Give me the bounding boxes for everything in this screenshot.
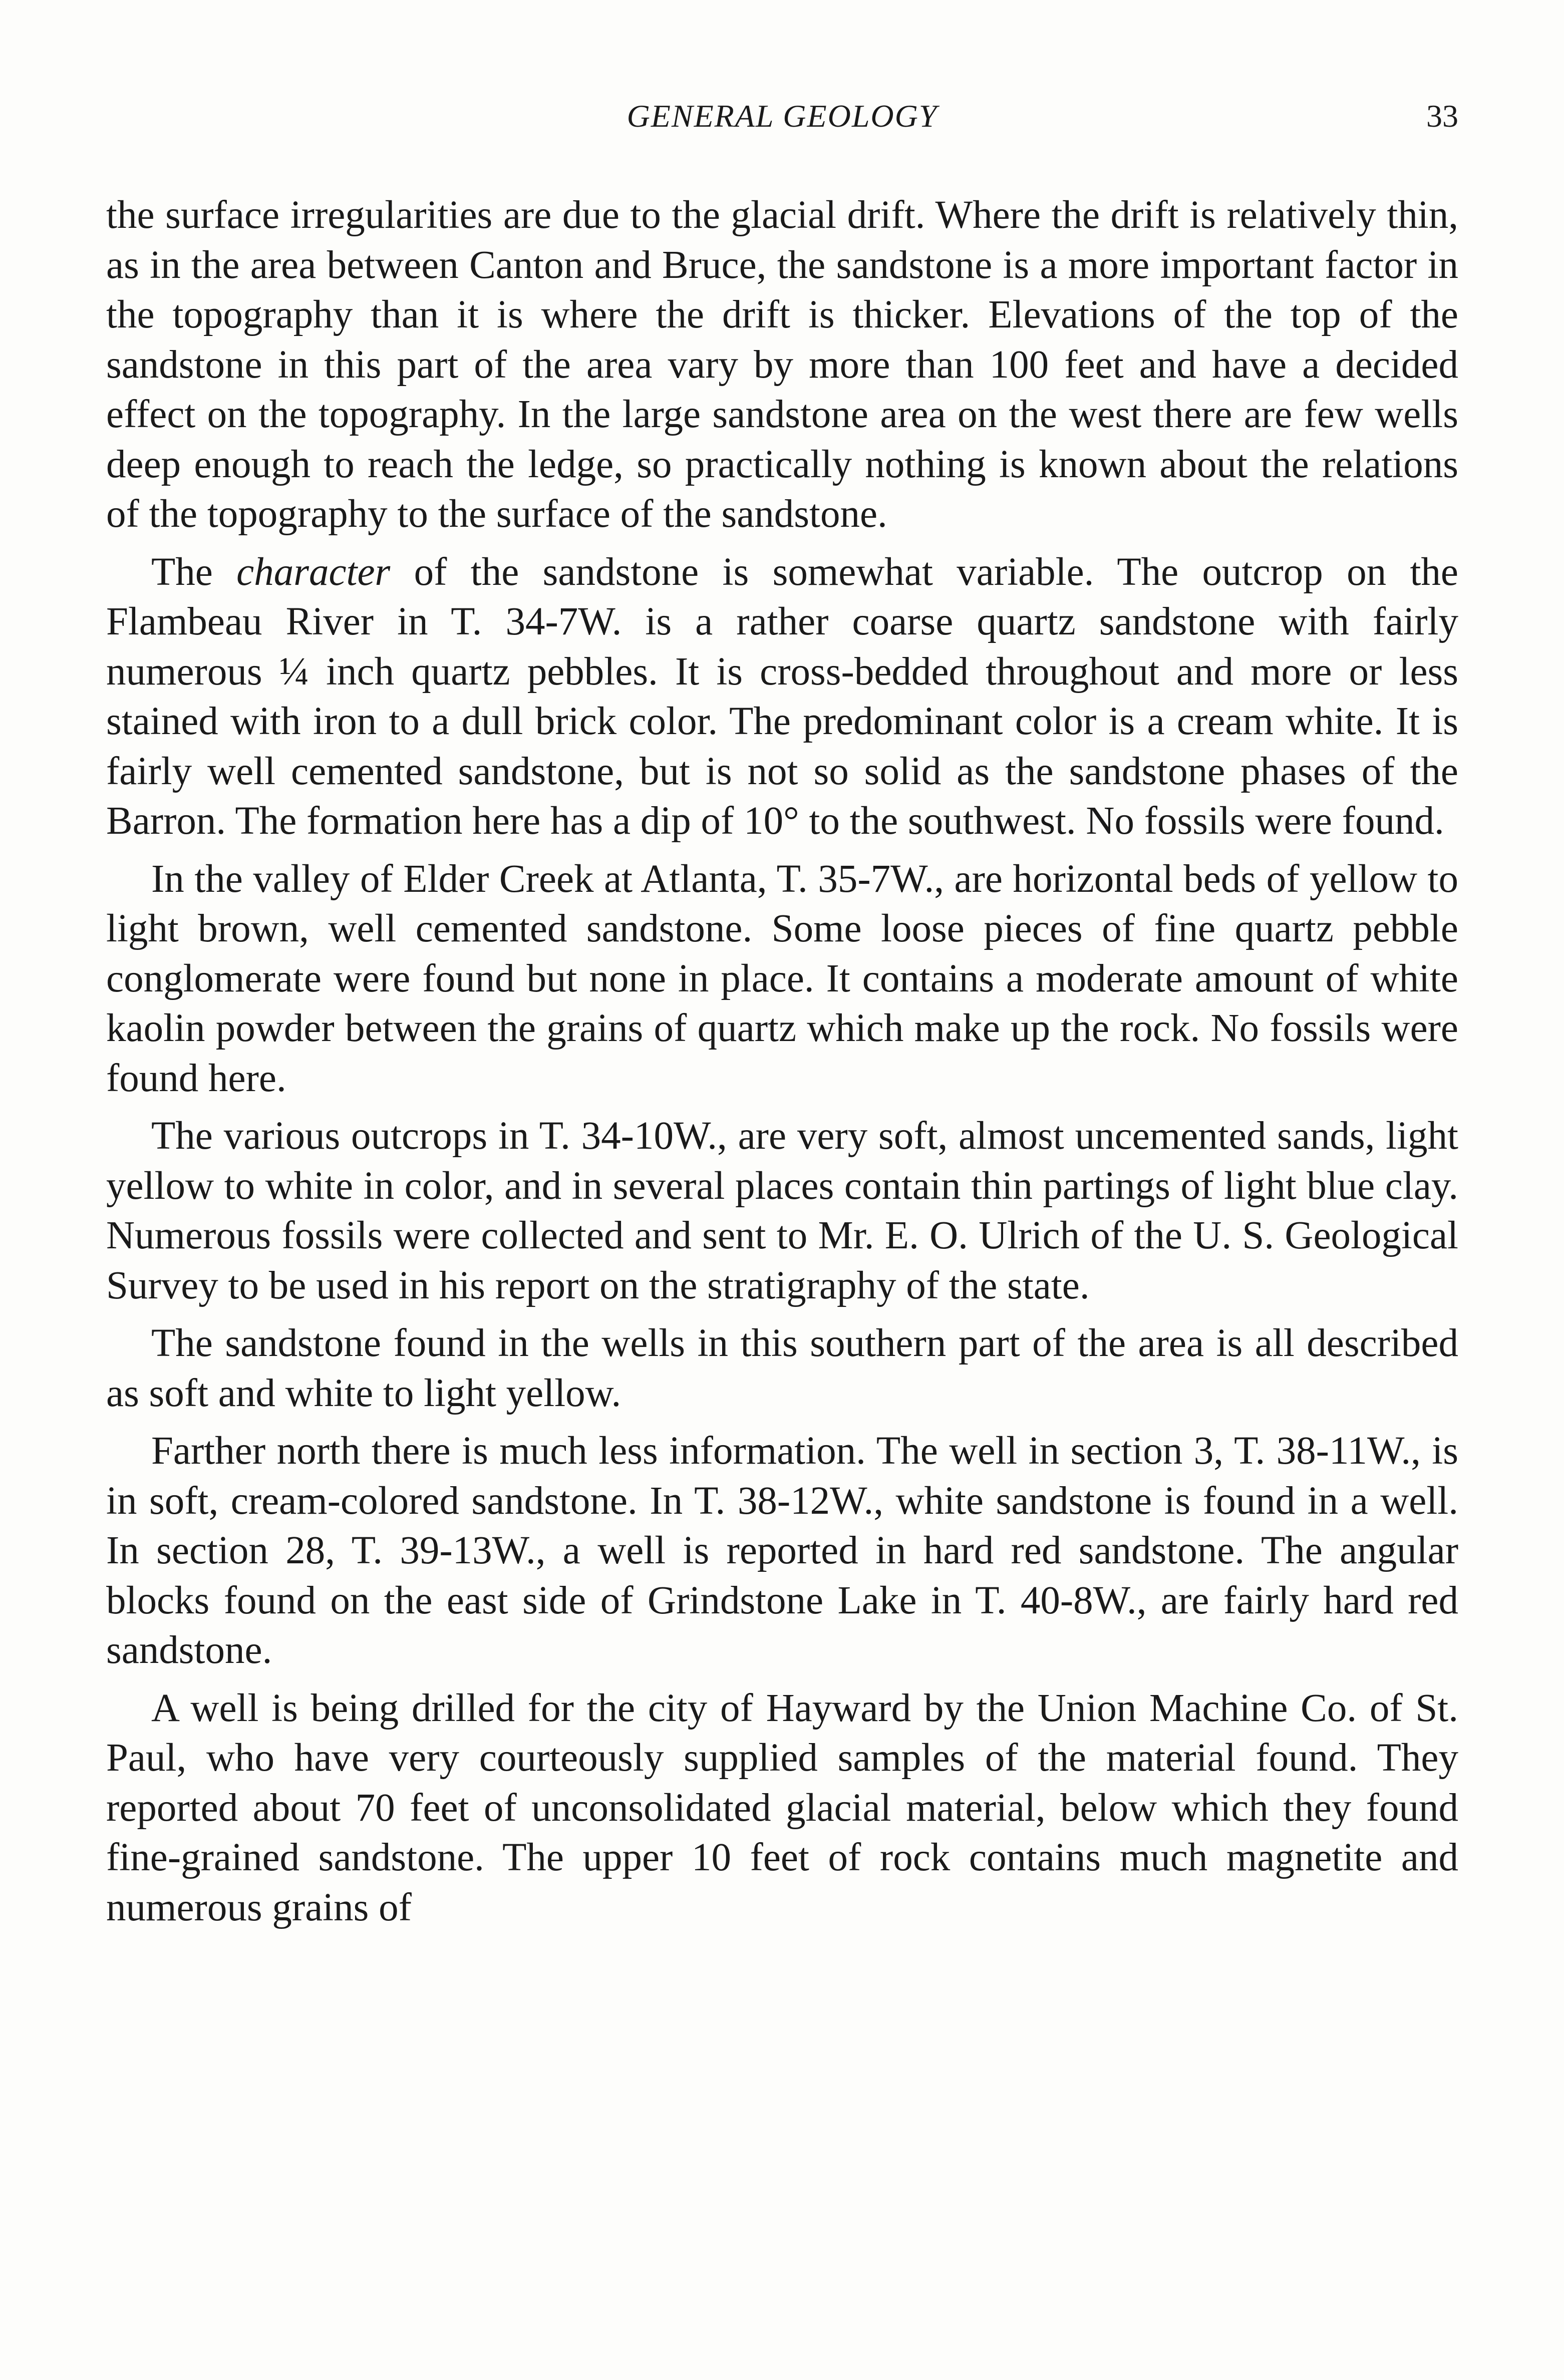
paragraph-2-italic-term: character bbox=[236, 550, 391, 594]
paragraph-2 bbox=[106, 547, 1458, 846]
paragraph-5: The sandstone found in the wells in this southern part of the area is all described as soft and white to light yellow. bbox=[106, 1321, 1458, 1415]
paragraph-7: A well is being drilled for the city of Hayward by the Union Machine Co. of St. Paul, who have very courteously supplied samples of the material found. They reported about 70 feet of unconsolidated glacial material, below which they found fine-grained sandstone. The upper 10 feet of rock contains much magnetite and numerous grains of bbox=[106, 1686, 1458, 1929]
paragraph-2-rest: of the sandstone is somewhat variable. The outcrop on the Flambeau River in T. 34-7W. is a rather coarse quartz sandstone with fairly numerous ¼ inch quartz pebbles. It is cross-bedded throughout and more or less stained with iron to a dull brick color. The predominant color is a cream white. It is fairly well cemented sandstone, but is not so solid as the sandstone phases of the Barron. The formation here has a dip of 10° to the southwest. No fossils were found. bbox=[106, 550, 1458, 843]
body-text bbox=[106, 190, 1458, 1940]
page-number: 33 bbox=[1426, 98, 1458, 134]
paragraph-2-lead: The bbox=[151, 550, 237, 594]
paragraph-1: the surface irregularities are due to the glacial drift. Where the drift is relatively thin, as in the area between Canton and Bruce, the sandstone is a more important factor in the topography than it is where the drift is thicker. Elevations of the top of the sandstone in this part of the area vary by more than 100 feet and have a decided effect on the topography. In the large sandstone area on the west there are few wells deep enough to reach the ledge, so practically nothing is known about the relations of the topography to the surface of the sandstone. bbox=[106, 193, 1458, 536]
paragraph-4: The various outcrops in T. 34-10W., are very soft, almost uncemented sands, light yellow to white in color, and in several places contain thin partings of light blue clay. Numerous fossils were collected and sent to Mr. E. O. Ulrich of the U. S. Geological Survey to be used in his report on the stratigraphy of the state. bbox=[106, 1114, 1458, 1307]
paragraph-6: Farther north there is much less information. The well in section 3, T. 38-11W., is in soft, cream-colored sandstone. In T. 38-12W., white sandstone is found in a well. In section 28, T. 39-13W., a well is reported in hard red sandstone. The angular blocks found on the east side of Grindstone Lake in T. 40-8W., are fairly hard red sandstone. bbox=[106, 1429, 1458, 1672]
paragraph-3: In the valley of Elder Creek at Atlanta, T. 35-7W., are horizontal beds of yellow to light brown, well cemented sandstone. Some loose pieces of fine quartz pebble conglomerate were found but none in place. It contains a moderate amount of white kaolin powder between the grains of quartz which make up the rock. No fossils were found here. bbox=[106, 857, 1458, 1100]
page-header bbox=[106, 93, 1458, 148]
running-head: GENERAL GEOLOGY bbox=[627, 98, 938, 134]
